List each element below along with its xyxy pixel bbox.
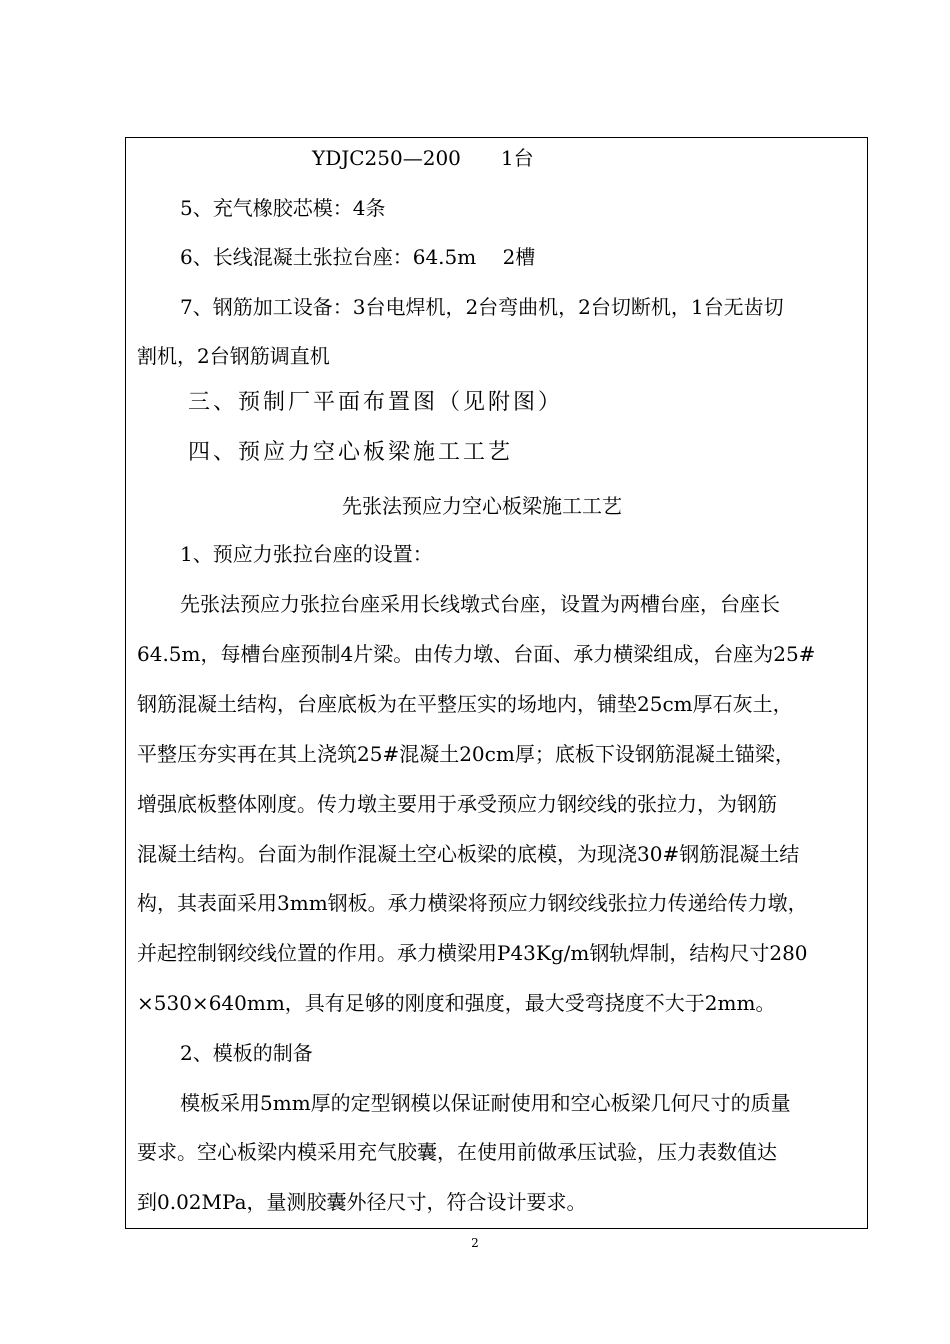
section-heading: 三、预制厂平面布置图（见附图） [188, 390, 564, 415]
subsection-title: 先张法预应力空心板梁施工工艺 [342, 494, 622, 518]
paragraph-line: 到0.02MPa，量测胶囊外径尺寸，符合设计要求。 [137, 1190, 587, 1214]
paragraph-line: 先张法预应力张拉台座采用长线墩式台座，设置为两槽台座，台座长 [180, 592, 780, 616]
paragraph-line: 并起控制钢绞线位置的作用。承力横梁用P43Kg/m钢轨焊制，结构尺寸280 [137, 941, 808, 965]
paragraph-line: 钢筋混凝土结构，台座底板为在平整压实的场地内，铺垫25cm厚石灰土， [137, 692, 793, 716]
list-item: 7、钢筋加工设备：3台电焊机，2台弯曲机，2台切断机，1台无齿切 [180, 295, 784, 319]
paragraph-line: 64.5m，每槽台座预制4片梁。由传力墩、台面、承力横梁组成，台座为25# [137, 642, 816, 666]
paragraph-line: 增强底板整体刚度。传力墩主要用于承受预应力钢绞线的张拉力，为钢筋 [137, 792, 777, 816]
list-item: 5、充气橡胶芯模：4条 [180, 196, 386, 220]
paragraph-line: 要求。空心板梁内模采用充气胶囊，在使用前做承压试验，压力表数值达 [137, 1140, 777, 1164]
section-heading: 四、预应力空心板梁施工工艺 [188, 440, 514, 465]
item-heading: 1、预应力张拉台座的设置： [180, 542, 433, 566]
paragraph-line: 混凝土结构。台面为制作混凝土空心板梁的底模，为现浇30#钢筋混凝土结 [137, 842, 800, 866]
paragraph-line: ×530×640mm，具有足够的刚度和强度，最大受弯挠度不大于2mm。 [137, 991, 776, 1015]
list-item: 6、长线混凝土张拉台座：64.5m 2槽 [180, 245, 536, 269]
paragraph-line: 构，其表面采用3mm钢板。承力横梁将预应力钢绞线张拉力传递给传力墩， [137, 891, 808, 915]
paragraph-line: 平整压夯实再在其上浇筑25#混凝土20cm厚；底板下设钢筋混凝土锚梁， [137, 742, 795, 766]
paragraph-line: 模板采用5mm厚的定型钢模以保证耐使用和空心板梁几何尺寸的质量 [180, 1091, 791, 1115]
list-item-continued: 割机，2台钢筋调直机 [137, 344, 330, 368]
equipment-line: YDJC250—200 1台 [312, 146, 534, 170]
item-heading: 2、模板的制备 [180, 1041, 313, 1065]
page-number: 2 [471, 1236, 479, 1250]
